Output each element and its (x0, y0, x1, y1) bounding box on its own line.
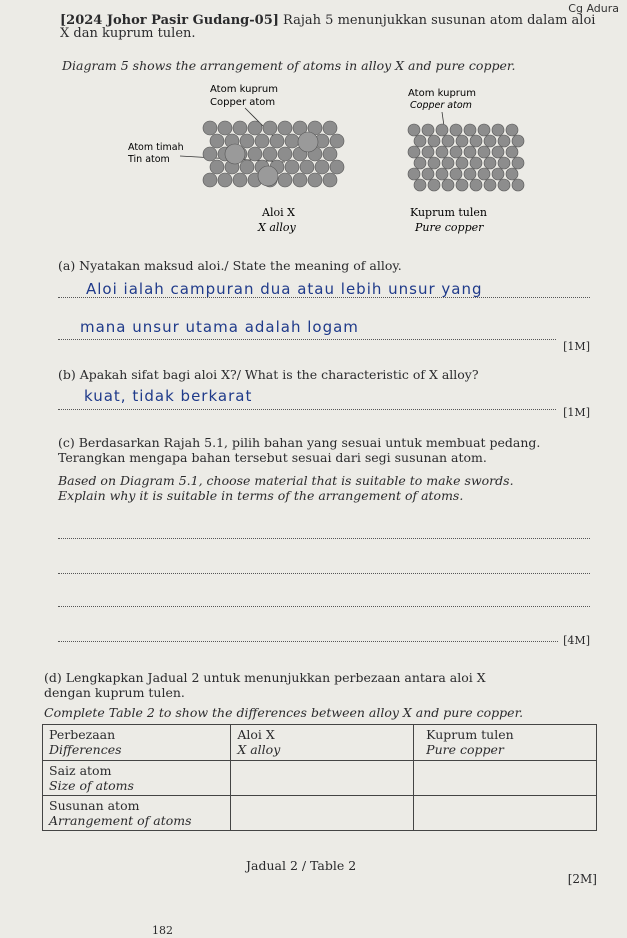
copper-atom (300, 160, 314, 174)
answer-cell-copper-size[interactable] (414, 761, 597, 796)
header-alloy (231, 725, 414, 761)
row-arrangement-label-ms: Susunan atom (49, 798, 140, 813)
copper-atom (422, 146, 434, 158)
copper-atom (512, 179, 524, 191)
copper-atom (506, 124, 518, 136)
copper-atom (442, 179, 454, 191)
copper-atom (442, 135, 454, 147)
copper-atom (408, 124, 420, 136)
copper-atom (248, 121, 262, 135)
answer-line (58, 409, 556, 410)
copper-atom (278, 173, 292, 187)
alloy-copper-label-ms: Atom kuprum (210, 84, 278, 95)
copper-atom (233, 121, 247, 135)
answer-line (58, 573, 590, 574)
copper-caption-ms: Kuprum tulen (410, 206, 487, 219)
answer-cell-copper-arrangement[interactable] (414, 796, 597, 831)
copper-atom (408, 168, 420, 180)
copper-atom (285, 134, 299, 148)
copper-atom (498, 157, 510, 169)
table-header-row (43, 725, 597, 761)
copper-atom (315, 160, 329, 174)
copper-atom (414, 135, 426, 147)
answer-cell-alloy-size[interactable] (231, 761, 414, 796)
copper-atom (470, 179, 482, 191)
question-d-line2: dengan kuprum tulen. (44, 685, 185, 700)
copper-atom (506, 146, 518, 158)
copper-atom (428, 157, 440, 169)
copper-atom (203, 173, 217, 187)
copper-atom (203, 121, 217, 135)
question-source: [2024 Johor Pasir Gudang-05] (60, 13, 279, 28)
tin-label-ms: Atom timah (128, 142, 184, 153)
copper-atom (323, 121, 337, 135)
copper-atom (233, 173, 247, 187)
copper-atom (464, 124, 476, 136)
copper-atom (422, 124, 434, 136)
copper-atom (478, 124, 490, 136)
question-b: (b) Apakah sifat bagi aloi X?/ What is the characteristic of X alloy? (58, 367, 479, 382)
row-size-of-atoms (43, 761, 231, 796)
tin-atom (225, 144, 245, 164)
table-caption: Jadual 2 / Table 2 (246, 858, 357, 873)
tin-atom (258, 166, 278, 186)
copper-atom (512, 135, 524, 147)
mark-a: [1M] (563, 340, 590, 353)
copper-atom (422, 168, 434, 180)
copper-atom (464, 168, 476, 180)
copper-atom (436, 168, 448, 180)
question-c-line1: (c) Berdasarkan Rajah 5.1, pilih bahan yang sesuai untuk membuat pedang. (58, 435, 541, 450)
header-pure-copper-ms: Kuprum tulen (426, 727, 514, 742)
header-alloy-ms: Aloi X (237, 727, 275, 742)
copper-atom (323, 173, 337, 187)
table-row (43, 796, 597, 831)
copper-atom (414, 179, 426, 191)
copper-atom (492, 146, 504, 158)
question-c-line4: Explain why it is suitable in terms of the arrangement of atoms. (58, 488, 464, 503)
question-header (60, 14, 600, 40)
header-differences (43, 725, 231, 761)
copper-atom (323, 147, 337, 161)
header-pure-copper-en: Pure copper (426, 742, 504, 757)
answer-line (58, 538, 590, 539)
copper-atom (456, 179, 468, 191)
row-arrangement-label-en: Arrangement of atoms (49, 813, 192, 828)
copper-atom (428, 179, 440, 191)
question-d-line1: (d) Lengkapkan Jadual 2 untuk menunjukkan perbezaan antara aloi X (44, 670, 486, 685)
answer-a-line1: Aloi ialah campuran dua atau lebih unsur yang (86, 280, 483, 298)
copper-atom (263, 121, 277, 135)
copper-atom (470, 157, 482, 169)
copper-atom (436, 124, 448, 136)
answer-line (58, 339, 556, 340)
copper-atom (484, 135, 496, 147)
alloy-copper-label-en: Copper atom (210, 97, 276, 108)
answer-line (58, 641, 558, 642)
copper-atom (450, 168, 462, 180)
copper-atom (484, 179, 496, 191)
question-c-line2: Terangkan mengapa bahan tersebut sesuai dari segi susunan atom. (58, 450, 487, 465)
copper-atom (436, 146, 448, 158)
header-pure-copper (414, 725, 597, 761)
copper-atom (210, 134, 224, 148)
alloy-x-atoms (203, 121, 344, 187)
copper-atom (330, 160, 344, 174)
copper-atom (484, 157, 496, 169)
answer-line (58, 606, 590, 607)
header-alloy-en: X alloy (237, 742, 281, 757)
copper-atom (240, 160, 254, 174)
alloy-caption-en: X alloy (258, 221, 296, 234)
answer-line (58, 297, 590, 298)
pure-copper-label-en: Copper atom (410, 100, 472, 111)
copper-atom (218, 173, 232, 187)
copper-atom (478, 146, 490, 158)
atom-arrangement-diagram (110, 78, 530, 248)
copper-atom (428, 135, 440, 147)
copper-atom (218, 121, 232, 135)
copper-atom (498, 135, 510, 147)
copper-atom (293, 173, 307, 187)
tin-label-en: Tin atom (128, 154, 170, 165)
header-differences-en: Differences (49, 742, 122, 757)
copper-atom (470, 135, 482, 147)
comparison-table (42, 724, 597, 831)
copper-atom (456, 135, 468, 147)
row-arrangement (43, 796, 231, 831)
copper-atom (248, 147, 262, 161)
copper-atom (270, 134, 284, 148)
header-differences-ms: Perbezaan (49, 727, 116, 742)
copper-caption-en: Pure copper (415, 221, 484, 234)
copper-atom (278, 121, 292, 135)
copper-atom (308, 173, 322, 187)
row-size-label-ms: Saiz atom (49, 763, 112, 778)
page-number: 182 (152, 924, 173, 937)
table-row (43, 761, 597, 796)
pure-copper-label-ms: Atom kuprum (408, 88, 476, 99)
answer-b: kuat, tidak berkarat (84, 387, 253, 405)
copper-atom (203, 147, 217, 161)
question-d-line3: Complete Table 2 to show the differences between alloy X and pure copper. (44, 705, 524, 720)
copper-atom (492, 124, 504, 136)
question-c-line3: Based on Diagram 5.1, choose material that is suitable to make swords. (58, 473, 514, 488)
question-intro-english: Diagram 5 shows the arrangement of atoms in alloy X and pure copper. (62, 58, 516, 73)
mark-b: [1M] (563, 406, 590, 419)
copper-atom (498, 179, 510, 191)
copper-atom (263, 147, 277, 161)
mark-d: [2M] (567, 872, 597, 886)
answer-a-line2: mana unsur utama adalah logam (80, 318, 359, 336)
answer-cell-alloy-arrangement[interactable] (231, 796, 414, 831)
copper-atom (450, 146, 462, 158)
question-a: (a) Nyatakan maksud aloi./ State the meaning of alloy. (58, 258, 402, 273)
copper-atom (442, 157, 454, 169)
copper-atom (506, 168, 518, 180)
copper-atom (330, 134, 344, 148)
copper-atom (512, 157, 524, 169)
mark-c: [4M] (563, 634, 590, 647)
copper-atom (478, 168, 490, 180)
question-intro-malay: Rajah 5 menunjukkan susunan atom dalam aloi X dan kuprum tulen. (60, 13, 596, 41)
tin-atom (298, 132, 318, 152)
copper-atom (240, 134, 254, 148)
copper-atom (492, 168, 504, 180)
copper-atom (464, 146, 476, 158)
copper-atom (414, 157, 426, 169)
pure-copper-atoms (408, 124, 524, 191)
row-size-label-en: Size of atoms (49, 778, 134, 793)
copper-atom (450, 124, 462, 136)
handwritten-corner-note: Cg Adura (568, 2, 619, 15)
copper-atom (255, 134, 269, 148)
copper-atom (456, 157, 468, 169)
copper-atom (210, 160, 224, 174)
copper-atom (278, 147, 292, 161)
copper-atom (408, 146, 420, 158)
copper-atom (285, 160, 299, 174)
alloy-caption-ms: Aloi X (262, 206, 295, 219)
